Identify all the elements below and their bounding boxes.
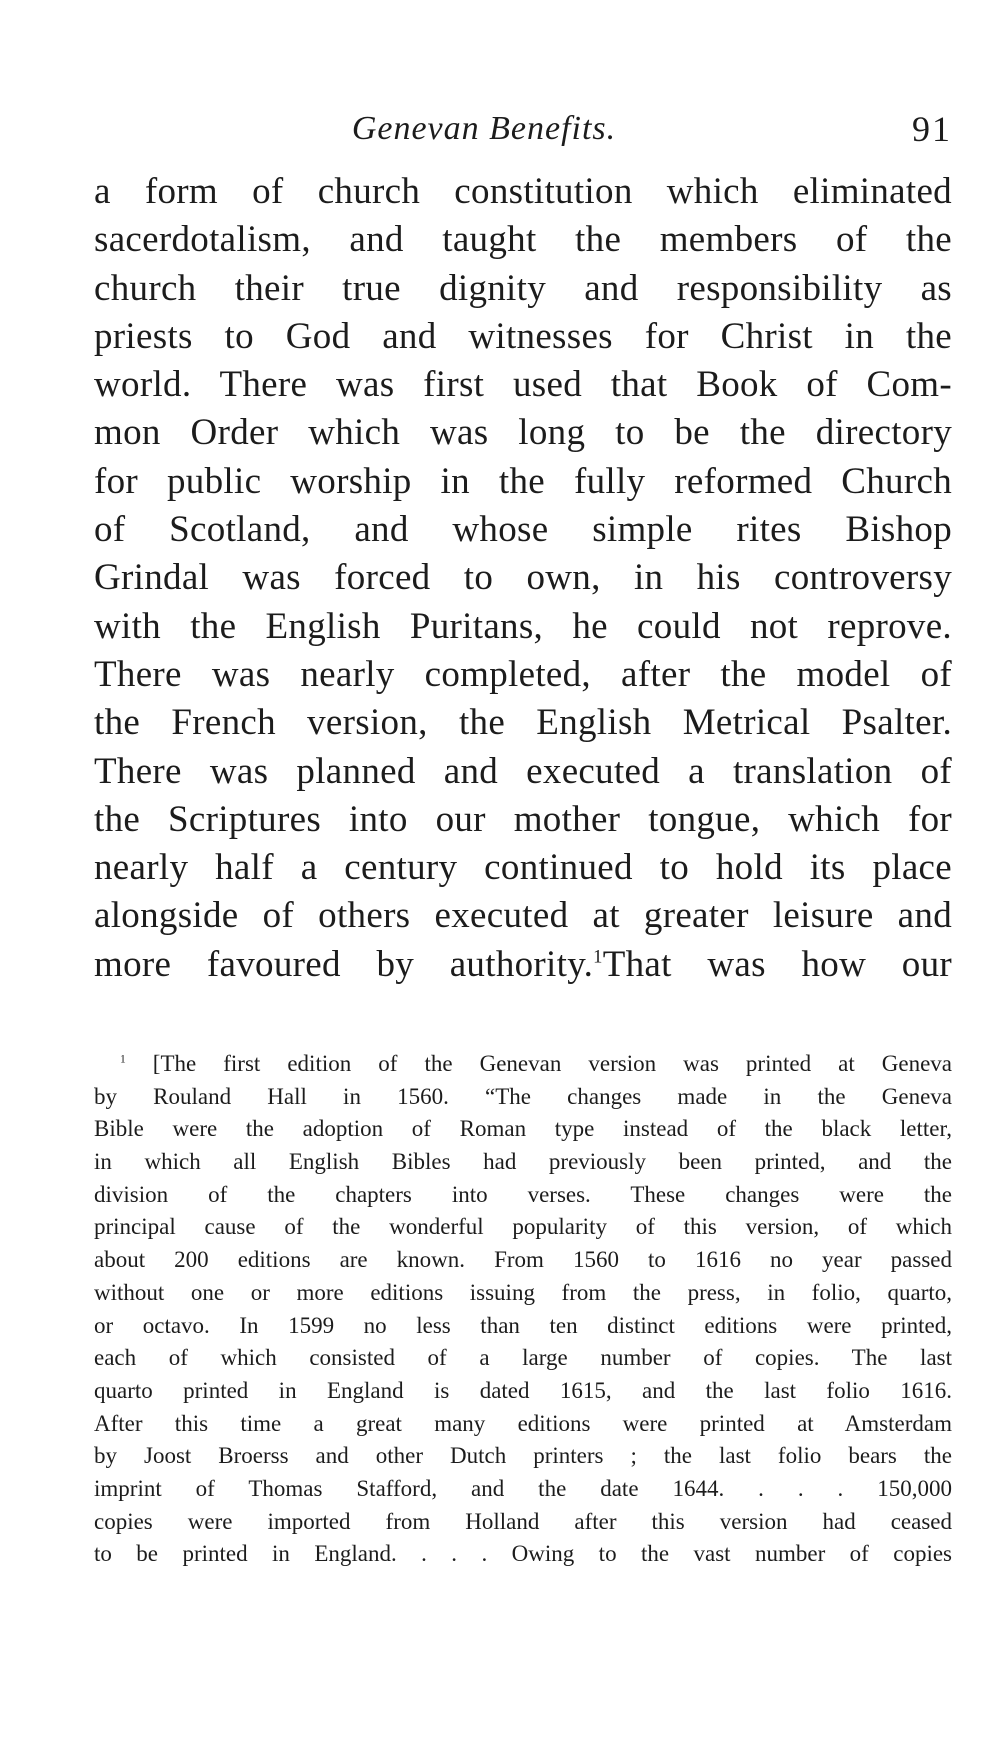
body-line: the French version, the English Metrical Psalter. [94,702,952,744]
footnote-line: quarto printed in England is dated 1615, and the last folio 1616. [94,1377,952,1403]
body-line: the Scriptures into our mother tongue, which for [94,798,952,840]
body-line: mon Order which was long to be the directory [94,412,952,454]
body-line-text: That was how our [602,943,953,985]
body-line-with-footnote-ref [94,941,952,989]
footnote-line: copies were imported from Holland after this version had ceased [94,1508,952,1534]
footnote-line: principal cause of the wonderful popularity of this version, of which [94,1214,952,1240]
body-line: church their true dignity and responsibility as [94,267,952,309]
body-line: priests to God and witnesses for Christ in the [94,315,952,357]
footnote-line: division of the chapters into verses. These changes were the [94,1181,952,1207]
body-text [94,168,952,989]
footnotes [94,1048,952,1571]
footnote-line: each of which consisted of a large number of copies. The last [94,1345,952,1371]
footnote-line: by Rouland Hall in 1560. “The changes made in the Geneva [94,1083,952,1109]
body-line: world. There was first used that Book of Com- [94,364,952,406]
body-line-text: more favoured by authority. [94,943,594,985]
footnote-marker: 1 [120,1053,126,1066]
footnote-ref-marker: 1 [593,947,603,968]
footnote-line: in which all English Bibles had previously been printed, and the [94,1149,952,1175]
body-line: There was nearly completed, after the model of [94,653,952,695]
footnote-line: imprint of Thomas Stafford, and the date 1644. . . . 150,000 [94,1475,952,1501]
body-line: alongside of others executed at greater leisure and [94,895,952,937]
footnote-line-text: [The first edition of the Genevan version was printed at Geneva [152,1051,952,1076]
body-line: with the English Puritans, he could not reprove. [94,605,952,647]
body-line: There was planned and executed a translation of [94,750,952,792]
footnote-line [94,1048,952,1081]
footnote-line: Bible were the adoption of Roman type instead of the black letter, [94,1116,952,1142]
body-line: Grindal was forced to own, in his controversy [94,557,952,599]
footnote-line: After this time a great many editions were printed at Amsterdam [94,1410,952,1436]
footnote-line: by Joost Broerss and other Dutch printers ; the last folio bears the [94,1443,952,1469]
running-head [94,102,952,152]
running-title: Genevan Benefits. [351,110,617,147]
body-line: sacerdotalism, and taught the members of the [94,219,952,261]
footnote-line: without one or more editions issuing from the press, in folio, quarto, [94,1279,952,1305]
page-number: 91 [912,109,952,149]
footnote-line: or octavo. In 1599 no less than ten distinct editions were printed, [94,1312,952,1338]
body-line: for public worship in the fully reformed Church [94,460,952,502]
footnote-line: about 200 editions are known. From 1560 to 1616 no year passed [94,1247,952,1273]
footnote-line: to be printed in England. . . . Owing to the vast number of copies [94,1541,952,1567]
body-line: a form of church constitution which eliminated [94,171,952,212]
body-line: nearly half a century continued to hold its place [94,847,952,889]
body-line: of Scotland, and whose simple rites Bishop [94,509,952,551]
